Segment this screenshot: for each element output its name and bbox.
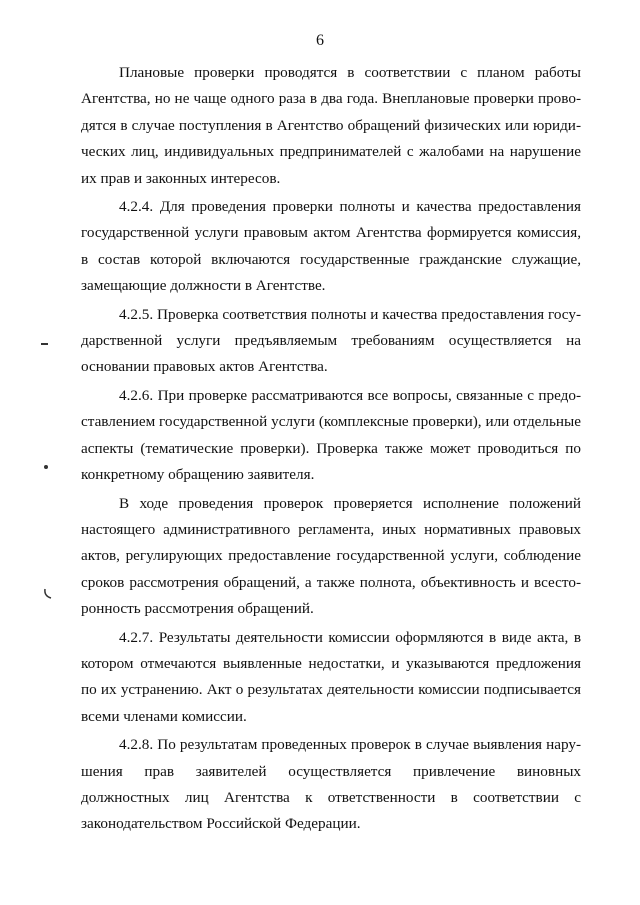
scan-mark bbox=[41, 336, 49, 348]
paragraph-4-2-5: 4.2.5. Проверка соответствия полноты и качества предоставления государственной услуги предъявляемым требованиям осуществляется на основании правовых актов Агентства. bbox=[81, 305, 581, 376]
scan-mark-dot bbox=[43, 464, 49, 470]
paragraph-4-2-6: 4.2.6. При проверке рассматриваются все вопросы, связанные с предоставлением государственной услуги (комплексные проверки), или отдельные аспекты (тематические проверки). Проверка также может проводиться по конкретному обращению заявителя. bbox=[81, 386, 581, 484]
paragraph-inspection-scope: В ходе проведения проверок проверяется исполнение положений настоящего административного регламента, иных нормативных правовых актов, регулирующих предоставление государственной услуги, соблюдение сроков рассмотрения обращений, а также полнота, объективность и всесторонность рассмотрения обращений. bbox=[81, 494, 581, 618]
paragraph-4-2-8: 4.2.8. По результатам проведенных проверок в случае выявления нарушения прав заявителей осуществляется привлечение виновных должностных лиц Агентства к ответственности в соответствии с законодательством Российской Федерации. bbox=[81, 736, 581, 833]
scan-mark bbox=[43, 588, 53, 602]
paragraph-scheduled-inspections: Плановые проверки проводятся в соответствии с планом работы Агентства, но не чаще одного раза в два года. Внеплановые проверки проводятся в случае поступления в Агентство обращений физических или юридических лиц, индивидуальных предпринимателей с жалобами на нарушение их прав и законных интересов. bbox=[81, 64, 581, 187]
scan-mark-dash bbox=[41, 342, 49, 346]
paragraph-4-2-4: 4.2.4. Для проведения проверки полноты и качества предоставления государственной услуги правовым актом Агентства формируется комиссия, в состав которой включаются государственные гражданские служащие, замещающие должности в Агентстве. bbox=[81, 198, 581, 295]
paragraph-4-2-7: 4.2.7. Результаты деятельности комиссии оформляются в виде акта, в котором отмечаются выявленные недостатки, и указываются предложения по их устранению. Акт о результатах деятельности комиссии подписывается всеми членами комиссии. bbox=[81, 628, 581, 725]
document-body bbox=[81, 60, 581, 840]
scan-mark-hook bbox=[43, 588, 53, 600]
scan-mark bbox=[43, 460, 49, 472]
page-number: 6 bbox=[316, 32, 324, 49]
